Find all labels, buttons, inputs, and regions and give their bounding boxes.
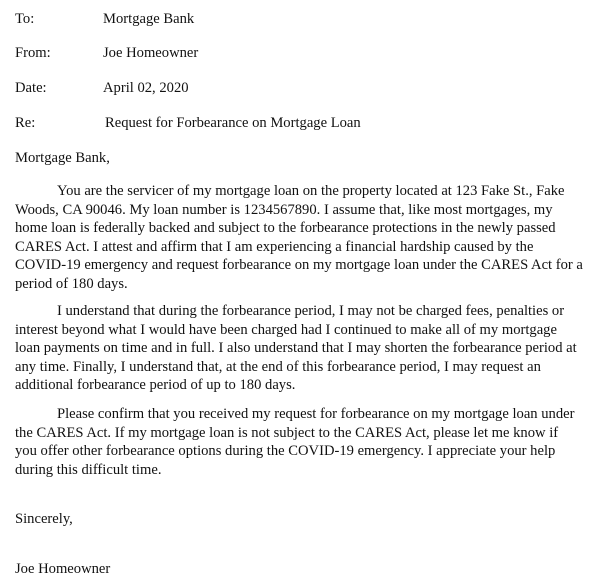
paragraph-line: You are the servicer of my mortgage loan on the property located at 123 Fake St., Fake: [57, 183, 565, 199]
date-value: April 02, 2020: [103, 80, 189, 96]
body-paragraph-3: [15, 405, 607, 479]
re-label: Re:: [15, 115, 36, 131]
paragraph-line: home loan is federally backed and subject to the forbearance protections in the newly passed: [15, 220, 556, 236]
body-paragraph-1: [15, 182, 607, 293]
paragraph-line: you offer other forbearance options during the COVID-19 emergency. I appreciate your help: [15, 443, 556, 459]
re-value: Request for Forbearance on Mortgage Loan: [105, 115, 361, 131]
paragraph-line: during this difficult time.: [15, 461, 162, 478]
paragraph-line: I understand that during the forbearance period, I may not be charged fees, penalties or: [57, 303, 565, 319]
paragraph-line: CARES Act. I attest and affirm that I am experiencing a financial hardship caused by the: [15, 238, 534, 255]
body-paragraph-2: [15, 302, 607, 395]
paragraph-line: Woods, CA 90046. My loan number is 1234567890. I assume that, like most mortgages, my: [15, 201, 553, 218]
paragraph-line: interest beyond what I would have been charged had I continued to make all of my mortgage: [15, 321, 557, 338]
salutation: Mortgage Bank,: [15, 150, 110, 166]
paragraph-line: period of 180 days.: [15, 275, 128, 292]
to-value: Mortgage Bank: [103, 11, 195, 27]
paragraph-line: Please confirm that you received my request for forbearance on my mortgage loan under: [57, 406, 575, 422]
paragraph-line: additional forbearance period of up to 180 days.: [15, 377, 296, 393]
paragraph-line: COVID-19 emergency and request forbearance on my mortgage loan under the CARES Act for a: [15, 257, 583, 273]
date-label: Date:: [15, 80, 47, 96]
paragraph-line: any time. Finally, I understand that, at the end of this forbearance period, I may request an: [15, 358, 541, 375]
signature-name: Joe Homeowner: [15, 561, 111, 577]
from-value: Joe Homeowner: [103, 45, 199, 61]
paragraph-line: the CARES Act. If my mortgage loan is not subject to the CARES Act, please let me know if: [15, 424, 559, 441]
from-label: From:: [15, 45, 51, 61]
paragraph-line: loan payments on time and in full. I also understand that I may shorten the forbearance period at: [15, 340, 577, 356]
closing: Sincerely,: [15, 511, 73, 527]
to-label: To:: [15, 11, 35, 27]
